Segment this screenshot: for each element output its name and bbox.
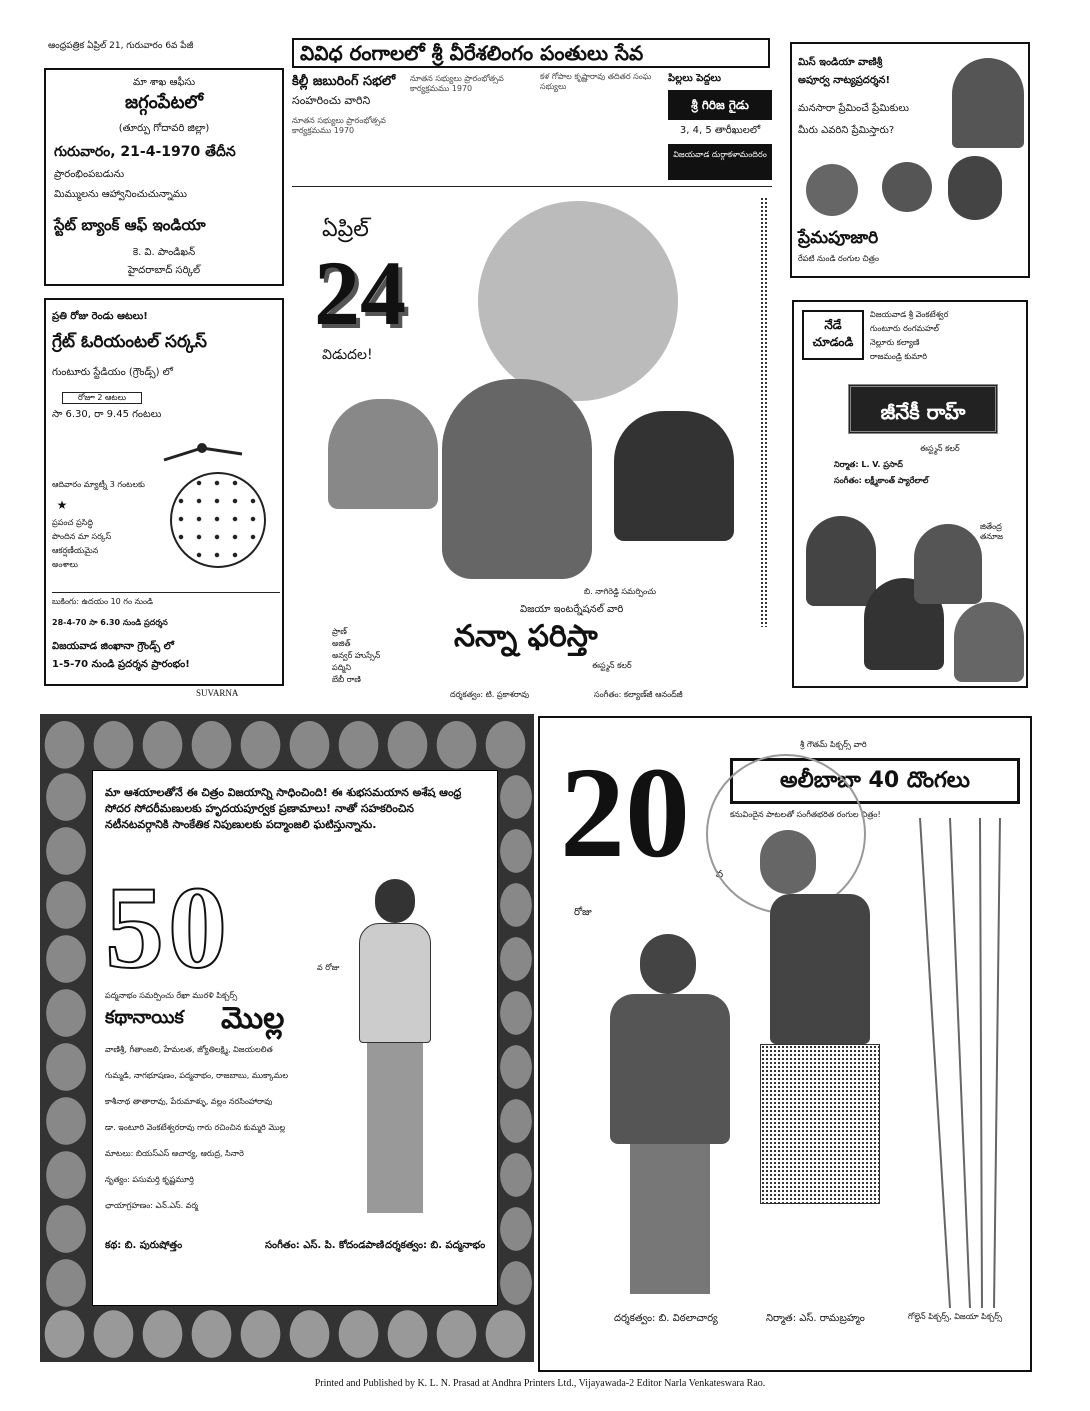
hero-legs xyxy=(630,1144,710,1294)
cast-4: పద్మిని xyxy=(332,663,351,672)
circus-booking: బుకింగు: ఉదయం 10 గం నుండి xyxy=(52,592,280,607)
circus-promo-2: పొందిన మా సర్కస్ xyxy=(52,532,112,541)
alibaba-days: రోజు xyxy=(574,907,592,918)
agency-credit: SUVARNA xyxy=(196,688,239,698)
theatre-4: రాజమండ్రి కుమారి xyxy=(870,352,928,361)
news-sub: సంహరించు వారిని xyxy=(292,94,371,107)
figure-child xyxy=(442,379,592,579)
circus-times: సా 6.30, రా 9.45 గంటలు xyxy=(52,409,162,420)
comedian-head xyxy=(375,879,415,923)
heroine-skirt xyxy=(760,1044,880,1204)
mulla-title: మొల్ల xyxy=(221,1001,285,1036)
nannapa-director: దర్శకత్వం: టి. ప్రకాశరావు xyxy=(450,690,530,699)
now-showing-badge: నేడే చూడండి xyxy=(802,310,864,360)
jeene-color: ఈస్ట్మన్ కలర్ xyxy=(920,444,960,453)
alibaba-ad xyxy=(538,716,1032,1372)
jeene-title: జీనేకీ రాహ్ xyxy=(848,384,998,434)
figure-man-left xyxy=(328,399,438,509)
prema-line-3: మనసారా ప్రేమించే ప్రేమికులు xyxy=(798,103,909,114)
bank-name: స్టేట్ బ్యాంక్ ఆఫ్ ఇండియా xyxy=(54,216,206,234)
alibaba-producer: నిర్మాత: ఎస్. రామబ్రహ్మం xyxy=(766,1313,865,1324)
theatre-2: గుంటూరు రంగమహల్ xyxy=(870,324,939,333)
bank-heading: మా శాఖ ఆఫీసు xyxy=(132,77,196,88)
dotted-border xyxy=(760,197,768,627)
nannapa-music: సంగీతం: కల్యాణ్‌జీ ఆనంద్‌జీ xyxy=(594,690,683,699)
mulla-story: కథ: బి. పురుషోత్తం xyxy=(105,1240,183,1251)
heroine-top xyxy=(770,894,870,1044)
circus-next-dates: 1-5-70 నుండి ప్రదర్శన ప్రారంభం! xyxy=(52,659,190,670)
circus-sunday: ఆదివారం మ్యాట్నీ 3 గంటలకు xyxy=(52,480,145,489)
portrait-strip-right xyxy=(498,770,534,1306)
news-text-3: కళ గోపాల కృష్ణారావు తదితర సంఘ సభ్యులు xyxy=(540,72,652,91)
mulla-panel xyxy=(92,770,498,1306)
release-month: ఏప్రిల్ xyxy=(322,217,369,242)
bank-body2: మిమ్ములను ఆహ్వానించుచున్నాము xyxy=(54,189,187,200)
jeene-cast-note: జితేంద్ర తనూజ xyxy=(980,522,1004,541)
mulla-title-prefix: కథానాయిక xyxy=(105,1007,184,1028)
portrait-strip-top xyxy=(40,714,534,770)
jeene-producer: నిర్మాత: L. V. ప్రసాద్ xyxy=(834,460,903,469)
prema-pujari-ad xyxy=(790,42,1030,278)
bank-place: జగ్గంపేటలో xyxy=(125,92,203,113)
bank-signer: కె. వి. పాండిఖన్ xyxy=(132,247,196,258)
mulla-ad xyxy=(40,714,534,1362)
circus-globe xyxy=(170,472,266,568)
star-icon: ★ xyxy=(56,498,68,512)
hero-tunic xyxy=(610,994,730,1144)
credit-4: డా. ఇంటూరి వెంకటేశ్వరరావు గారు రచించిన కుమ్మరి మొల్ల xyxy=(105,1123,286,1132)
mulla-intro: మా ఆశయాలతోనే ఈ చిత్రం విజయాన్ని సాధించింది! ఈ శుభసమయాన అశేష ఆంధ్ర సోదర సోదరీమణులకు హృదయపూర్వక ప్రణామాలు! నాతో సహకరించిన నటీనటవర్గానికి సాంకేతిక నిపుణులకు పద్మాంజలి ఘటిస్తున్నాను. xyxy=(105,786,462,831)
cast-1: ప్రాణ్ xyxy=(332,627,347,636)
prema-line-1: మిస్ ఇండియా వాణిశ్రీ xyxy=(798,57,883,68)
bank-date: గురువారం, 21-4-1970 తేదీన xyxy=(54,144,236,160)
mulla-presenter: పద్మనాభం సమర్పించు రేఖా మురళి పిక్చర్స్ xyxy=(105,991,238,1000)
actress-photo xyxy=(952,58,1024,148)
mulla-days: వ రోజు xyxy=(317,963,340,972)
acrobat-figure-svg xyxy=(162,440,244,470)
bank-office: హైదరాబాద్ సర్కిల్ xyxy=(127,265,201,276)
news-heading: కిల్లీ జబురింగ్ సభలో xyxy=(292,74,396,89)
heroine-figure xyxy=(730,830,890,1290)
cast-2: అజిత్ xyxy=(332,639,351,648)
news-text-2: నూతన సభ్యులు ప్రారంభోత్సవ కార్యక్రమము 1970 xyxy=(410,74,504,93)
state-bank-ad xyxy=(44,68,284,286)
circus-daily: రోజూ 2 ఆటలు xyxy=(62,392,142,404)
nannapa-producer: బి. నాగిరెడ్డి సమర్పించు xyxy=(584,587,657,596)
actor-photo-2 xyxy=(882,162,932,212)
alibaba-suffix: వ xyxy=(716,869,724,880)
circus-next-venue: విజయవాడ జింఖానా గ్రౌండ్స్ లో xyxy=(52,641,174,652)
alibaba-director: దర్శకత్వం: బి. విఠలాచార్య xyxy=(614,1313,718,1324)
actor-photo-right xyxy=(954,602,1024,682)
prema-line-2: అపూర్వ నాట్యప్రదర్శన! xyxy=(798,75,891,86)
hero-face-backdrop xyxy=(478,201,678,401)
credit-2: గుమ్మడి, నాగభూషణం, పద్మనాభం, రాజబాబు, ముక్కామల xyxy=(105,1071,289,1080)
prema-line-4: మీరు ఎవరిని ప్రేమిస్తారు? xyxy=(798,125,895,136)
alibaba-distributor: గోల్డెన్ పిక్చర్స్, విజయా పిక్చర్స్ xyxy=(908,1312,1003,1321)
bank-district: (తూర్పు గోదావరి జిల్లా) xyxy=(118,123,210,134)
seva-article-title: వివిధ రంగాలలో శ్రీ వీరేశలింగం పంతులు సేవ xyxy=(292,38,770,68)
release-day: 24 xyxy=(314,242,406,344)
prema-foot: రేపటి నుండి రంగుల చిత్రం xyxy=(798,254,879,263)
portrait-strip-left xyxy=(40,770,92,1310)
credit-7: ఛాయాగ్రహణం: ఎన్.ఎస్. వర్మ xyxy=(105,1201,198,1210)
dateline: ఆంధ్రపత్రిక ఏప్రిల్ 21, గురువారం 6వ పేజీ xyxy=(48,41,194,51)
heroine-head xyxy=(760,830,816,894)
theatre-3: నెల్లూరు కల్యాణి xyxy=(870,338,920,347)
prema-title: ప్రేమపూజారి xyxy=(798,228,879,248)
cast-5: బేబీ రాణి xyxy=(332,675,361,684)
mulla-music: సంగీతం: ఎస్. పి. కోదండపాణి xyxy=(265,1240,385,1251)
figure-man-right xyxy=(614,411,734,541)
nannapa-title: నన్నా ఫరిస్తా xyxy=(454,619,598,654)
circus-promo-1: ప్రపంచ ప్రసిద్ధి xyxy=(52,518,94,527)
mulla-director: దర్శకత్వం: బి. పద్మనాభం xyxy=(385,1240,486,1251)
news-text-1: నూతన సభ్యులు ప్రారంభోత్సవ కార్యక్రమము 1970 xyxy=(292,116,386,135)
nannapa-color: ఈస్ట్మన్ కలర్ xyxy=(592,661,632,670)
tree-trunks xyxy=(910,818,1010,1308)
hero-figure xyxy=(600,918,740,1298)
portrait-strip-bottom xyxy=(40,1306,534,1362)
hero-head xyxy=(640,934,696,994)
acrobat-figure xyxy=(162,440,244,470)
pillala-title: శ్రీ గిరిజ గైడు xyxy=(668,90,772,120)
nannapa-farista-ad xyxy=(292,186,772,686)
actor-photo-center xyxy=(914,524,982,604)
bank-body1: ప్రారంభింపబడును xyxy=(54,169,125,180)
comedian-shirt xyxy=(359,923,431,1043)
nannapa-banner: విజయా ఇంటర్నేషనల్ వారి xyxy=(520,604,624,615)
mulla-big-number: 50 xyxy=(105,862,231,993)
alibaba-big-number: 20 xyxy=(560,741,690,885)
circus-promo-3: ఆకర్షణీయమైన xyxy=(52,546,99,555)
pillala-venue: విజయవాడ దుర్గాకళామందిరం xyxy=(668,144,772,180)
actor-photo-3 xyxy=(948,156,1002,220)
comedian-trousers xyxy=(367,1043,423,1213)
credit-5: మాటలు: బియస్ఎస్ ఆచార్య, ఆరుద్ర, సినారె xyxy=(105,1149,244,1158)
pillala-ad xyxy=(668,72,772,184)
circus-ad xyxy=(44,298,284,686)
circus-venue: గుంటూరు స్టేడియం (గ్రౌండ్స్) లో xyxy=(52,367,173,378)
tree-trunks-svg xyxy=(910,818,1010,1308)
theatre-1: విజయవాడ శ్రీ వెంకటేశ్వర xyxy=(870,310,949,319)
credit-3: కాశీనాథ తాతారావు, పేరుమాళ్ళు, వల్లం నరసింహారావు xyxy=(105,1097,273,1106)
jeene-music: సంగీతం: లక్ష్మీకాంత్ ప్యారేలాల్ xyxy=(834,476,929,485)
circus-top: ప్రతి రోజు రెండు ఆటలు! xyxy=(52,311,148,322)
imprint: Printed and Published by K. L. N. Prasad at Andhra Printers Ltd., Vijayawada-2 Editor Narla Venkateswara Rao. xyxy=(314,1378,766,1389)
jeene-ki-raah-ad xyxy=(792,300,1028,688)
cast-3: అన్వర్ హుస్సేన్ xyxy=(332,651,381,660)
pillala-dates: 3, 4, 5 తారీఖులలో xyxy=(679,125,761,136)
circus-dates: 28-4-70 సా 6.30 నుండి ప్రదర్శన xyxy=(52,618,168,627)
alibaba-tagline: కనువిందైన పాటలతో సంగీతభరిత రంగుల చిత్రం! xyxy=(730,810,881,819)
actress-photo-left xyxy=(806,516,876,606)
credit-1: వాణిశ్రీ, గీతాంజలి, హేమలత, జ్యోతిలక్ష్మి, విజయలలిత xyxy=(105,1045,273,1054)
circus-title: గ్రేట్ ఓరియంటల్ సర్కస్ xyxy=(52,332,207,352)
circus-promo-4: అంశాలు xyxy=(52,560,78,569)
pillala-top: పిల్లలు పెద్దలు xyxy=(668,73,721,84)
release-word: విడుదల! xyxy=(322,347,373,363)
alibaba-banner: శ్రీ గౌతమ్ పిక్చర్స్ వారి xyxy=(800,740,867,749)
alibaba-title: అలీబాబా 40 దొంగలు xyxy=(730,758,1020,804)
credit-6: నృత్యం: పసుమర్తి కృష్ణమూర్తి xyxy=(105,1175,194,1184)
actor-photo-1 xyxy=(806,164,858,216)
news-column xyxy=(292,72,532,184)
